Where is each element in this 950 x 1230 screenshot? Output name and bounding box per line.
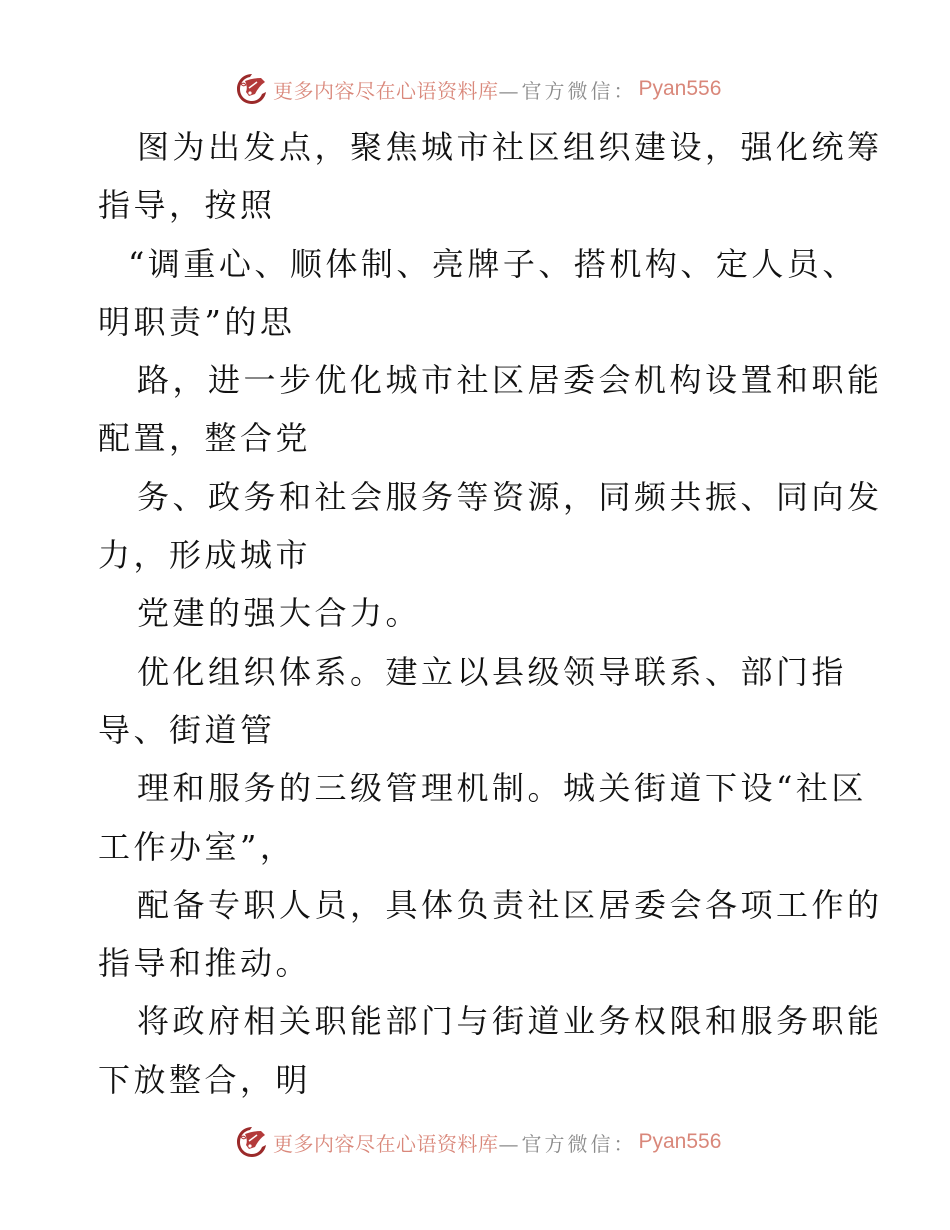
header-watermark	[235, 71, 721, 107]
text-line: 优化组织体系。建立以县级领导联系、部门指	[137, 652, 848, 691]
text-line: 力，形成城市	[98, 536, 312, 575]
text-line: 理和服务的三级管理机制。城关街道下设“社区	[137, 769, 867, 808]
watermark-wechat-id: Pyan556	[638, 1130, 722, 1153]
watermark-wechat-id: Pyan556	[638, 77, 722, 100]
text-line: 明职责”的思	[98, 302, 296, 341]
watermark-separator-text: —官方微信：	[498, 1131, 637, 1156]
text-line: 配备专职人员，具体负责社区居委会各项工作的	[137, 885, 883, 924]
pen-nib-logo-icon	[235, 1125, 269, 1159]
footer-watermark	[235, 1124, 721, 1160]
text-line: 党建的强大合力。	[137, 594, 422, 633]
watermark-separator-text: —官方微信：	[498, 78, 637, 103]
text-line: 工作办室”，	[98, 827, 296, 866]
pen-nib-logo-icon	[235, 72, 269, 106]
text-line: 务、政务和社会服务等资源，同频共振、同向发	[137, 477, 883, 516]
text-line: 下放整合，明	[98, 1060, 312, 1099]
text-line: 导、街道管	[98, 710, 276, 749]
text-line: 指导和推动。	[98, 944, 312, 983]
watermark-main-text: 更多内容尽在心语资料库	[273, 78, 499, 103]
text-line: 图为出发点，聚焦城市社区组织建设，强化统筹	[137, 128, 883, 166]
text-line: 将政府相关职能部门与街道业务权限和服务职能	[137, 1002, 883, 1041]
text-line: 配置，整合党	[98, 419, 312, 458]
text-line: 路，进一步优化城市社区居委会机构设置和职能	[137, 361, 883, 400]
document-body	[98, 124, 883, 1115]
text-line: “调重心、顺体制、亮牌子、搭机构、定人员、	[128, 244, 858, 283]
text-line: 指导，按照	[98, 186, 276, 225]
watermark-main-text: 更多内容尽在心语资料库	[273, 1131, 499, 1156]
